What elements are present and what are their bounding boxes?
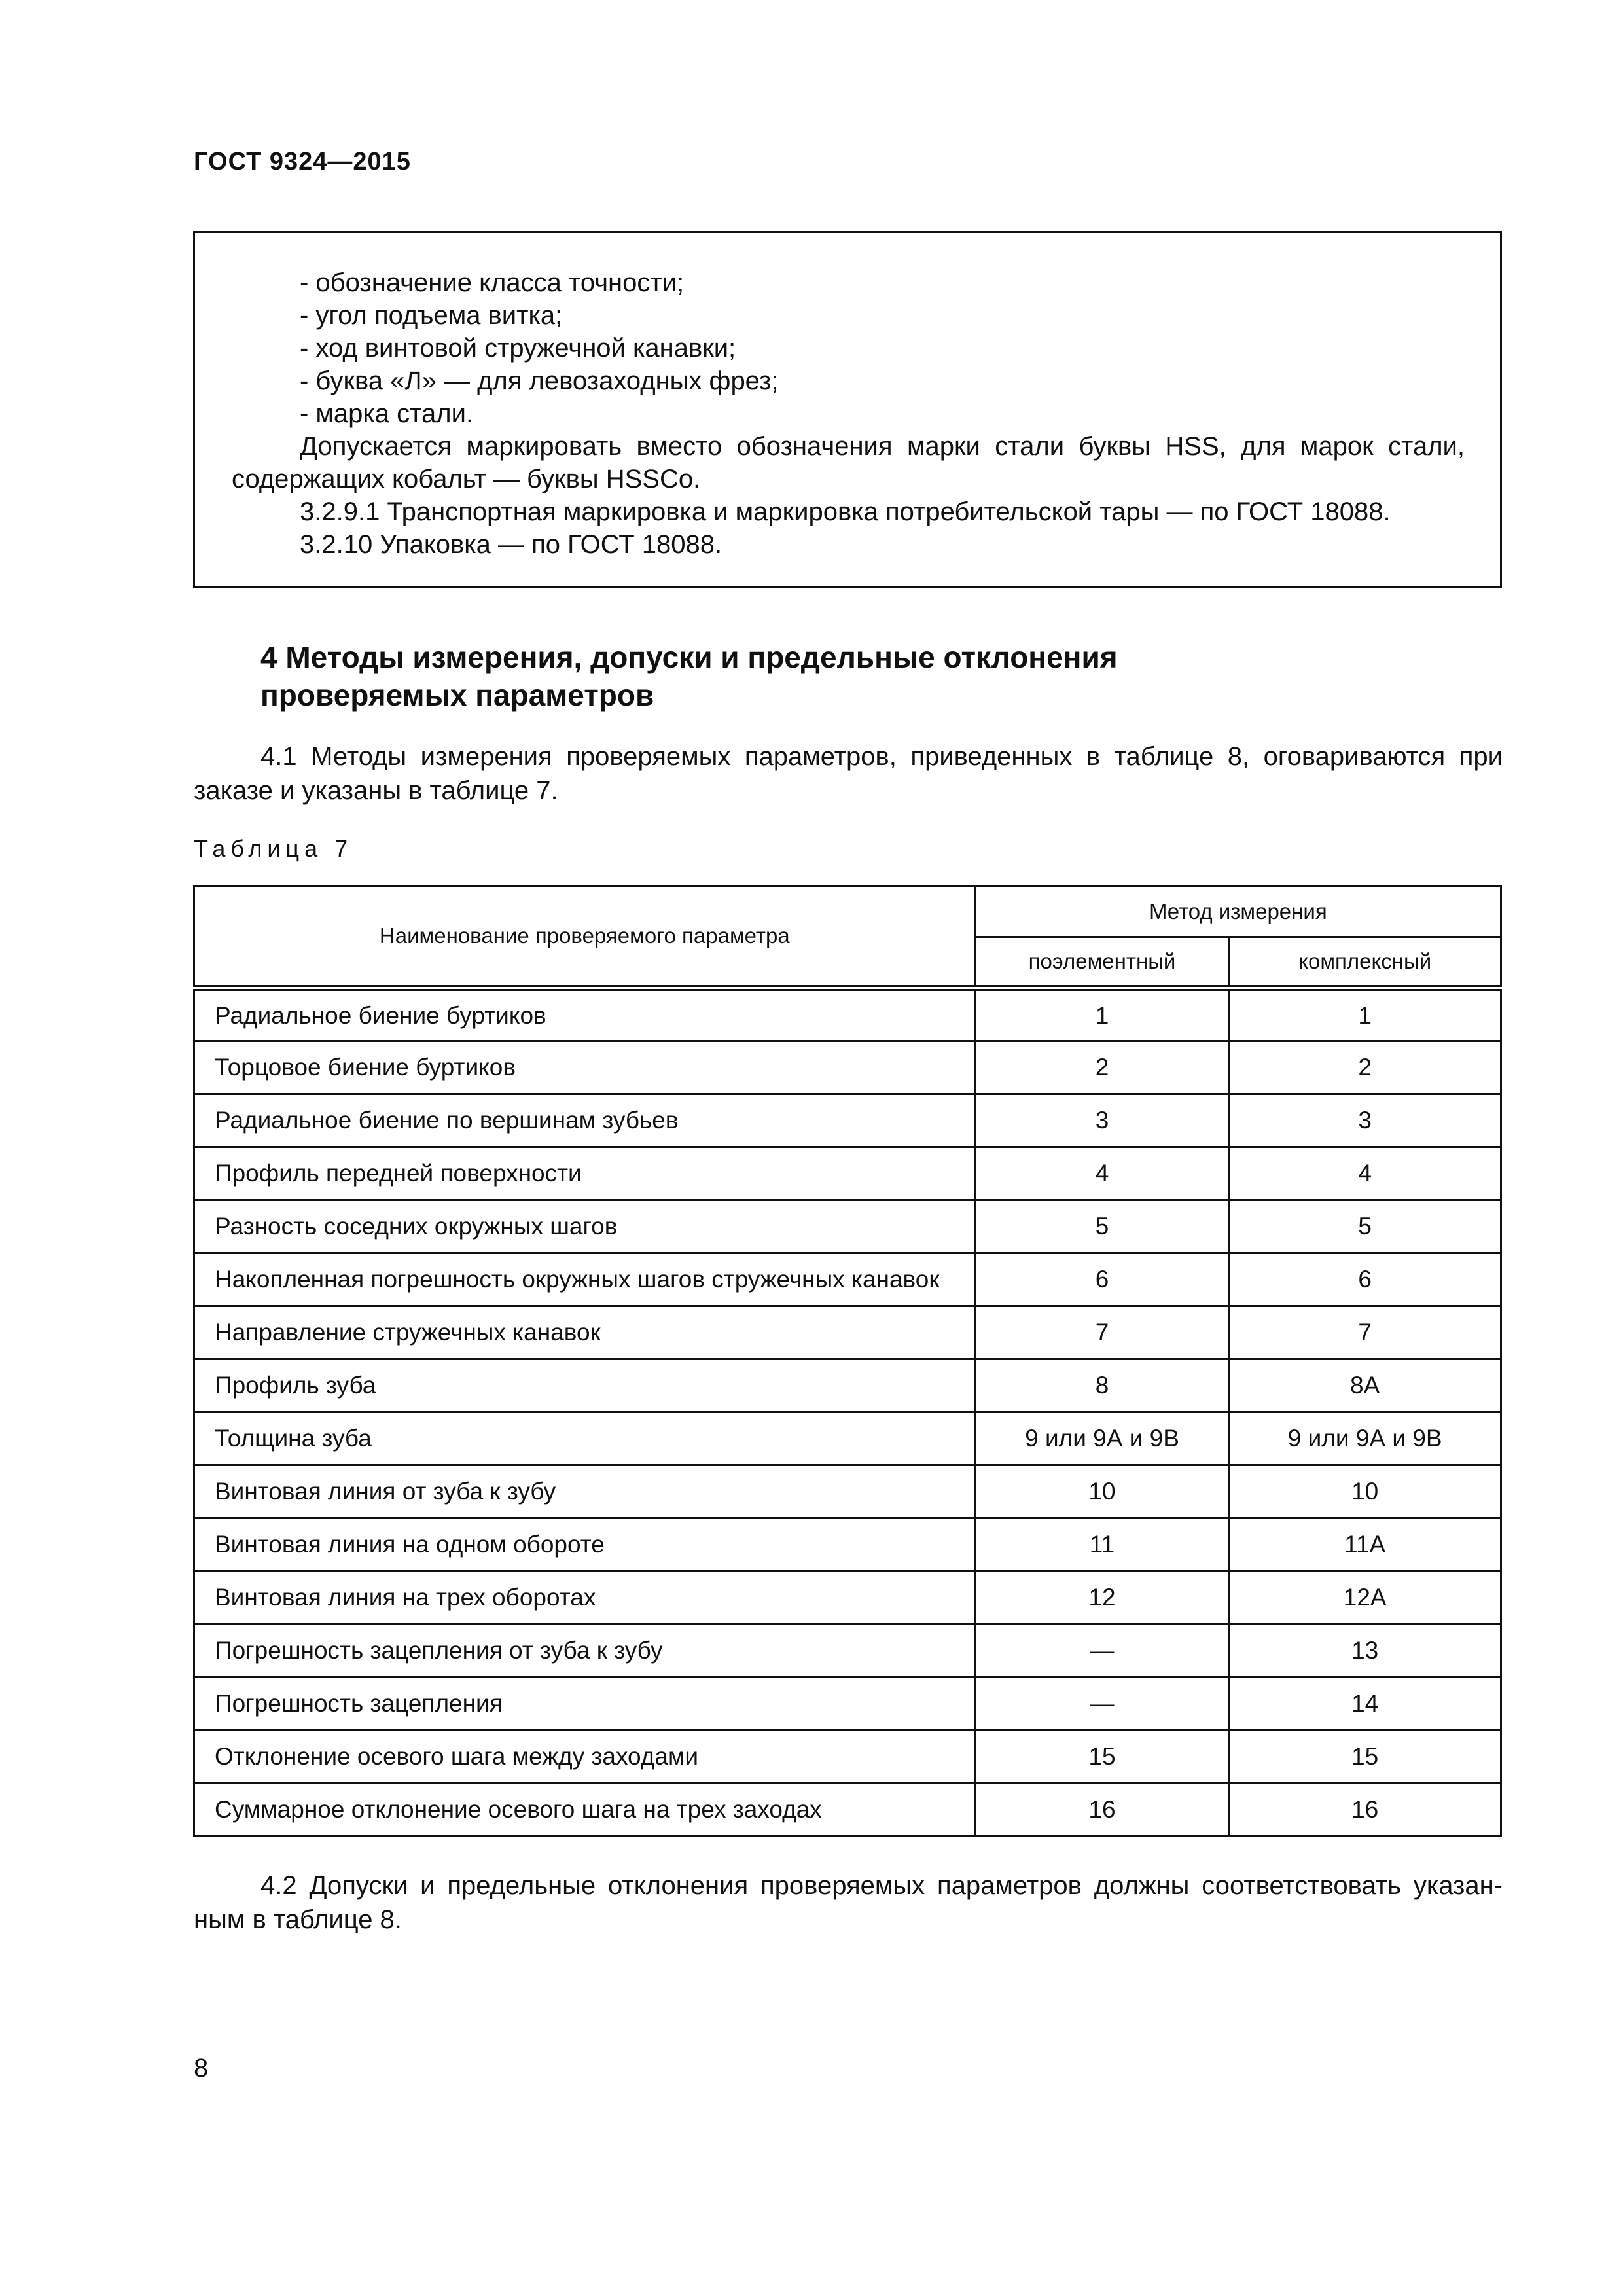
table-row <box>194 1094 1501 1147</box>
table-row <box>194 1200 1501 1253</box>
paragraph-4-1-line2: заказе и указаны в таблице 7. <box>194 776 558 805</box>
paragraph-4-2-line2: ным в таблице 8. <box>194 1905 402 1934</box>
section-title-line1: 4 Методы измерения, допуски и предельные отклонения <box>260 640 1118 674</box>
param-cell: Суммарное отклонение осевого шага на трех заходах <box>194 1784 976 1837</box>
table-caption: Таблица 7 <box>194 835 353 862</box>
table-row <box>194 1465 1501 1518</box>
page-number: 8 <box>194 2054 209 2083</box>
boxed-text-section <box>193 231 1502 588</box>
elementwise-cell: 3 <box>975 1094 1229 1147</box>
param-cell: Винтовая линия на одном обороте <box>194 1518 976 1571</box>
section-4-title <box>260 638 1373 714</box>
param-cell: Винтовая линия на трех оборотах <box>194 1571 976 1624</box>
bullet-item: - марка стали. <box>300 399 474 428</box>
complex-cell: 9 или 9А и 9В <box>1229 1412 1501 1465</box>
table-row <box>194 1571 1501 1624</box>
complex-cell: 12А <box>1229 1571 1501 1624</box>
complex-cell: 7 <box>1229 1306 1501 1359</box>
param-cell: Разность соседних окружных шагов <box>194 1200 976 1253</box>
elementwise-cell: 9 или 9А и 9В <box>975 1412 1229 1465</box>
elementwise-cell: 6 <box>975 1253 1229 1306</box>
bullet-item: - буква «Л» — для левозаходных фрез; <box>300 367 779 395</box>
elementwise-cell: — <box>975 1624 1229 1677</box>
param-cell: Погрешность зацепления от зуба к зубу <box>194 1624 976 1677</box>
elementwise-cell: 4 <box>975 1147 1229 1200</box>
paragraph-4-1 <box>194 740 1503 808</box>
complex-cell: 2 <box>1229 1041 1501 1094</box>
paragraph-4-2 <box>194 1869 1503 1937</box>
param-cell: Толщина зуба <box>194 1412 976 1465</box>
paragraph-4-2-line1: 4.2 Допуски и предельные отклонения проверяемых параметров должны соответствовать указан- <box>260 1871 1503 1900</box>
param-cell: Погрешность зацепления <box>194 1677 976 1731</box>
clause-3-2-10: 3.2.10 Упаковка — по ГОСТ 18088. <box>300 530 722 559</box>
table-row <box>194 1624 1501 1677</box>
bullet-item: - обозначение класса точности; <box>300 268 685 297</box>
complex-cell: 11А <box>1229 1518 1501 1571</box>
elementwise-cell: 1 <box>975 988 1229 1041</box>
table-row <box>194 1518 1501 1571</box>
complex-cell: 3 <box>1229 1094 1501 1147</box>
param-cell: Профиль зуба <box>194 1359 976 1412</box>
table-row <box>194 1253 1501 1306</box>
param-cell: Винтовая линия от зуба к зубу <box>194 1465 976 1518</box>
document-code-header: ГОСТ 9324—2015 <box>194 148 411 175</box>
complex-cell: 14 <box>1229 1677 1501 1731</box>
bullet-item: - угол подъема витка; <box>300 301 563 330</box>
elementwise-cell: 11 <box>975 1518 1229 1571</box>
elementwise-cell: 10 <box>975 1465 1229 1518</box>
table-row <box>194 1412 1501 1465</box>
elementwise-cell: 2 <box>975 1041 1229 1094</box>
elementwise-cell: 12 <box>975 1571 1229 1624</box>
header-complex: комплексный <box>1229 937 1501 988</box>
complex-cell: 1 <box>1229 988 1501 1041</box>
section-title-line2: проверяемых параметров <box>260 678 654 712</box>
header-measurement-method: Метод измерения <box>975 886 1501 937</box>
elementwise-cell: 7 <box>975 1306 1229 1359</box>
table-row <box>194 1306 1501 1359</box>
elementwise-cell: 8 <box>975 1359 1229 1412</box>
complex-cell: 10 <box>1229 1465 1501 1518</box>
allowance-paragraph-line2: содержащих кобальт — буквы HSSCo. <box>232 465 701 493</box>
table-row <box>194 1041 1501 1094</box>
table-row <box>194 1147 1501 1200</box>
complex-cell: 13 <box>1229 1624 1501 1677</box>
elementwise-cell: 16 <box>975 1784 1229 1837</box>
param-cell: Направление стружечных канавок <box>194 1306 976 1359</box>
complex-cell: 4 <box>1229 1147 1501 1200</box>
complex-cell: 16 <box>1229 1784 1501 1837</box>
bullet-item: - ход винтовой стружечной канавки; <box>300 334 736 363</box>
header-elementwise: поэлементный <box>975 937 1229 988</box>
param-cell: Радиальное биение по вершинам зубьев <box>194 1094 976 1147</box>
complex-cell: 6 <box>1229 1253 1501 1306</box>
table-row <box>194 1359 1501 1412</box>
complex-cell: 8А <box>1229 1359 1501 1412</box>
elementwise-cell: — <box>975 1677 1229 1731</box>
elementwise-cell: 15 <box>975 1731 1229 1784</box>
param-cell: Накопленная погрешность окружных шагов стружечных канавок <box>194 1253 976 1306</box>
table-7 <box>193 885 1502 1837</box>
allowance-paragraph-line1: Допускается маркировать вместо обозначения марки стали буквы HSS, для марок стали, <box>300 432 1465 461</box>
table-row <box>194 1731 1501 1784</box>
param-cell: Торцовое биение буртиков <box>194 1041 976 1094</box>
clause-3-2-9-1: 3.2.9.1 Транспортная маркировка и маркировка потребительской тары — по ГОСТ 18088. <box>300 497 1391 526</box>
table-row <box>194 988 1501 1041</box>
param-cell: Профиль передней поверхности <box>194 1147 976 1200</box>
param-cell: Радиальное биение буртиков <box>194 988 976 1041</box>
paragraph-4-1-line1: 4.1 Методы измерения проверяемых параметров, приведенных в таблице 8, оговариваются при <box>260 742 1503 771</box>
table-row <box>194 1784 1501 1837</box>
complex-cell: 15 <box>1229 1731 1501 1784</box>
elementwise-cell: 5 <box>975 1200 1229 1253</box>
complex-cell: 5 <box>1229 1200 1501 1253</box>
table-row <box>194 1677 1501 1731</box>
param-cell: Отклонение осевого шага между заходами <box>194 1731 976 1784</box>
header-parameter-name: Наименование проверяемого параметра <box>194 886 976 988</box>
